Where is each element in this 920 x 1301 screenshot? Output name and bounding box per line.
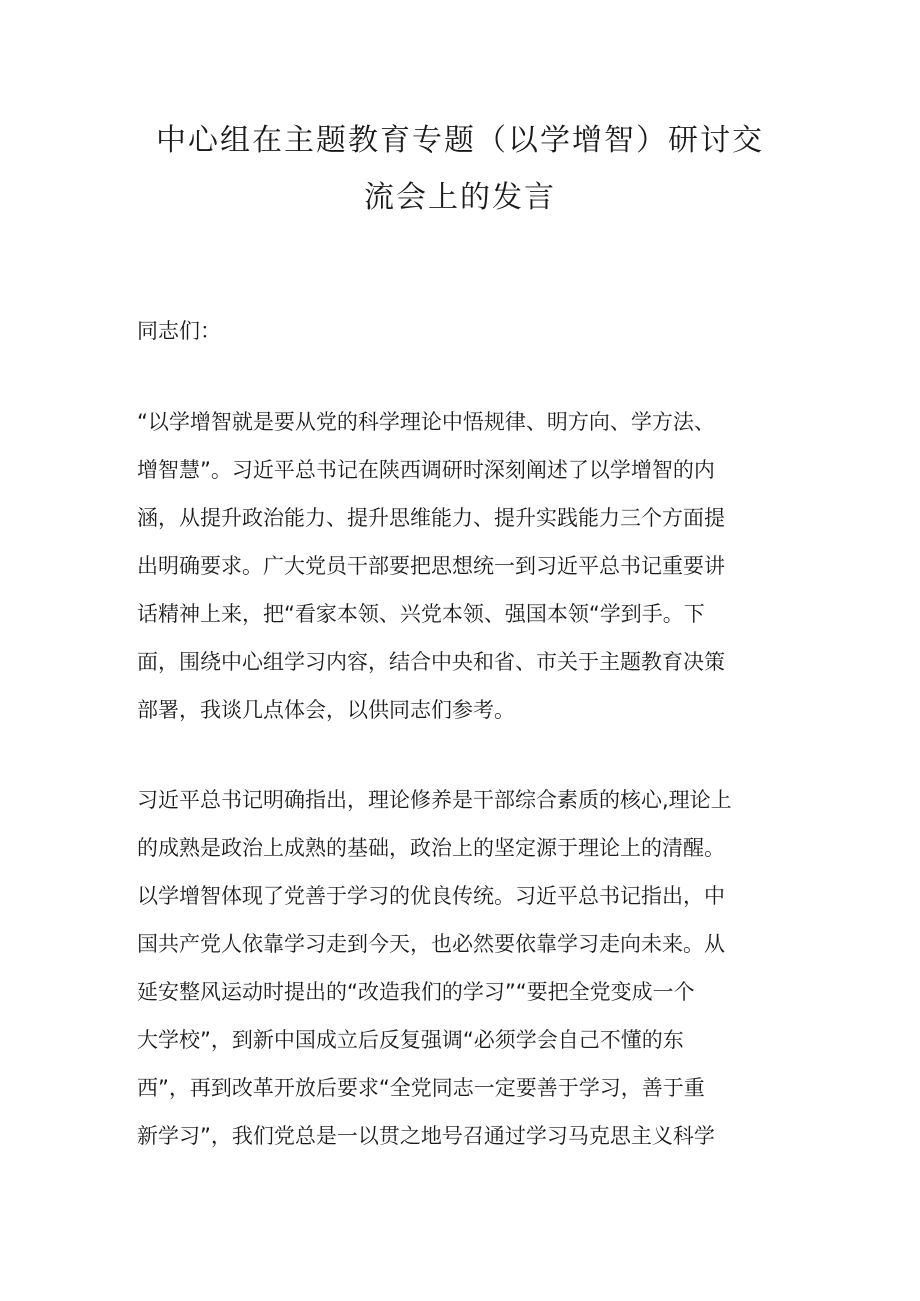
paragraph-1-line: 话精神上来，把“看家本领、兴党本领、强国本领“学到手。下: [137, 602, 705, 626]
paragraph-1-line: 出明确要求。广大党员干部要把思想统一到习近平总书记重要讲: [137, 554, 725, 578]
paragraph-2-line: 新学习”，我们党总是一以贯之地号召通过学习马克思主义科学: [137, 1124, 715, 1148]
document-title-line-1: 中心组在主题教育专题（以学增智）研讨交: [156, 123, 764, 158]
salutation: 同志们：: [137, 319, 221, 343]
paragraph-2-line: 西”，再到改革开放后要求“全党同志一定要善于学习，善于重: [137, 1076, 705, 1100]
paragraph-2-line: 的成熟是政治上成熟的基础，政治上的坚定源于理论上的清醒。: [137, 836, 725, 860]
paragraph-1-line: 增智慧”。习近平总书记在陕西调研时深刻阐述了以学增智的内: [137, 458, 715, 482]
paragraph-2-line: 国共产党人依靠学习走到今天，也必然要依靠学习走向未来。从: [137, 932, 725, 956]
paragraph-2-line: 习近平总书记明确指出，理论修养是干部综合素质的核心,理论上: [137, 788, 732, 812]
paragraph-2-line: 以学增智体现了党善于学习的优良传统。习近平总书记指出，中: [137, 884, 725, 908]
paragraph-1-line: 部署，我谈几点体会，以供同志们参考。: [137, 698, 515, 722]
paragraph-1-line: “以学增智就是要从党的科学理论中悟规律、明方向、学方法、: [137, 410, 715, 434]
paragraph-1-line: 涵，从提升政治能力、提升思维能力、提升实践能力三个方面提: [137, 506, 725, 530]
document-title-line-2: 流会上的发言: [364, 180, 556, 215]
paragraph-2-line: 大学校”，到新中国成立后反复强调“必须学会自己不懂的东: [137, 1028, 684, 1052]
paragraph-1-line: 面，围绕中心组学习内容，结合中央和省、市关于主题教育决策: [137, 650, 725, 674]
paragraph-2-line: 延安整风运动时提出的“改造我们的学习”“要把全党变成一个: [137, 980, 695, 1004]
